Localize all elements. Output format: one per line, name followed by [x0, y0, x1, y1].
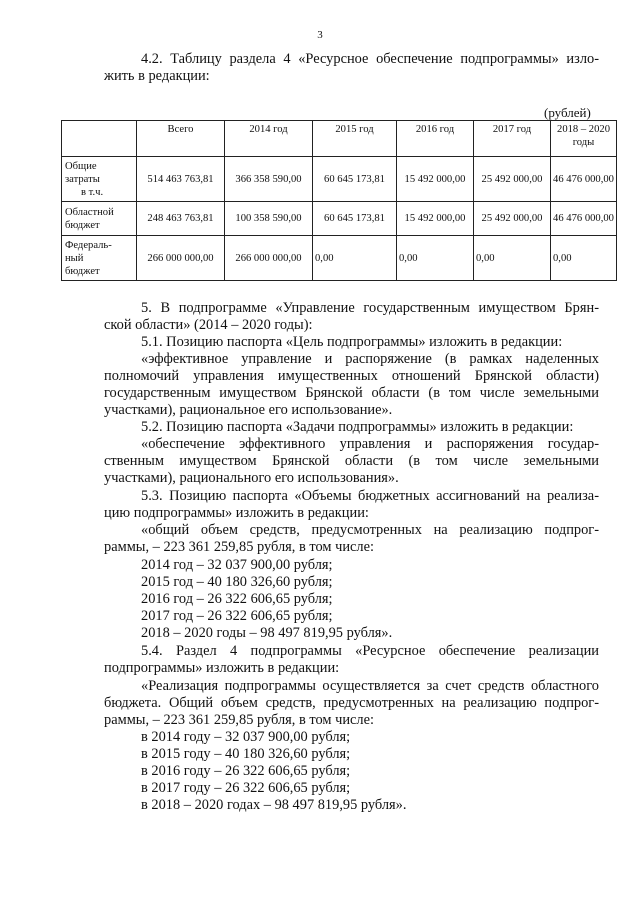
table-cell: 46 476 000,00 — [551, 202, 617, 236]
table-cell: 0,00 — [474, 236, 551, 281]
table-cell: 60 645 173,81 — [313, 157, 397, 202]
row-label-cell — [62, 157, 137, 202]
item-5-1-text-line: государственным имуществом Брянской области (в том числе земельными — [104, 385, 599, 401]
table-cell: 514 463 763,81 — [137, 157, 225, 202]
header-cell: 2016 год — [397, 121, 474, 157]
section-5-intro-line-1: 5. В подпрограмме «Управление государственным имуществом Брян- — [141, 300, 599, 316]
item-4-2-line-2: жить в редакции: — [104, 68, 210, 84]
table-cell: 266 000 000,00 — [225, 236, 313, 281]
section-5-intro-line-2: ской области» (2014 – 2020 годы): — [104, 317, 313, 333]
item-4-2-line-1: 4.2. Таблицу раздела 4 «Ресурсное обеспечение подпрограммы» изло- — [141, 51, 599, 67]
header-cell: 2018 – 2020 годы — [551, 121, 617, 157]
header-cell: 2017 год — [474, 121, 551, 157]
item-5-4-text-line: бюджета. Общий объем средств, предусмотренных на реализацию подпрог- — [104, 695, 599, 711]
item-5-4-year-line: в 2014 году – 32 037 900,00 рубля; — [141, 729, 351, 745]
header-cell: 2014 год — [225, 121, 313, 157]
item-5-3-text-line: «общий объем средств, предусмотренных на реализацию подпрог- — [141, 522, 599, 538]
item-5-3-year-line: 2014 год – 32 037 900,00 рубля; — [141, 557, 333, 573]
header-cell: 2015 год — [313, 121, 397, 157]
table-cell: 0,00 — [313, 236, 397, 281]
budget-table — [61, 120, 617, 281]
header-cell — [62, 121, 137, 157]
table-cell: 100 358 590,00 — [225, 202, 313, 236]
item-5-2-text-line: участками), рационального его использования». — [104, 470, 399, 486]
item-5-4-year-line: в 2016 году – 26 322 606,65 рубля; — [141, 763, 351, 779]
item-5-3-year-line: 2016 год – 26 322 606,65 рубля; — [141, 591, 333, 607]
row-label-line: бюджет — [65, 265, 100, 277]
row-label-line: Областной — [65, 206, 114, 218]
item-5-4-text-line: раммы, – 223 361 259,85 рубля, в том числе: — [104, 712, 374, 728]
item-5-4-year-line: в 2018 – 2020 годах – 98 497 819,95 рубля». — [141, 797, 407, 813]
table-cell: 25 492 000,00 — [474, 202, 551, 236]
table-cell: 25 492 000,00 — [474, 157, 551, 202]
item-5-3-year-line: 2018 – 2020 годы – 98 497 819,95 рубля». — [141, 625, 393, 641]
item-5-3-text-line: раммы, – 223 361 259,85 рубля, в том числе: — [104, 539, 374, 555]
item-5-3-year-line: 2015 год – 40 180 326,60 рубля; — [141, 574, 333, 590]
item-5-4-year-line: в 2017 году – 26 322 606,65 рубля; — [141, 780, 351, 796]
row-label-line: Федераль- — [65, 239, 112, 251]
item-5-1-text-line: «эффективное управление и распоряжение (в рамках наделенных — [141, 351, 599, 367]
item-5-2-text-line: «обеспечение эффективного управления и распоряжения государ- — [141, 436, 599, 452]
table-row — [62, 202, 617, 236]
table-unit-label: (рублей) — [544, 105, 591, 120]
table-row — [62, 236, 617, 281]
table-cell: 266 000 000,00 — [137, 236, 225, 281]
table-cell: 46 476 000,00 — [551, 157, 617, 202]
row-label-line: ный — [65, 252, 84, 264]
table-row — [62, 157, 617, 202]
table-cell: 15 492 000,00 — [397, 157, 474, 202]
table-cell: 366 358 590,00 — [225, 157, 313, 202]
row-label-line: в т.ч. — [81, 186, 104, 198]
page-number: 3 — [317, 29, 323, 41]
item-5-3-heading-line-1: 5.3. Позицию паспорта «Объемы бюджетных ассигнований на реализа- — [141, 488, 599, 504]
item-5-4-heading-line-2: подпрограммы» изложить в редакции: — [104, 660, 340, 676]
table-cell: 0,00 — [397, 236, 474, 281]
header-cell: Всего — [137, 121, 225, 157]
table-cell: 0,00 — [551, 236, 617, 281]
item-5-2-heading: 5.2. Позицию паспорта «Задачи подпрограммы» изложить в редакции: — [141, 419, 574, 435]
row-label-line: бюджет — [65, 219, 100, 231]
table-cell: 248 463 763,81 — [137, 202, 225, 236]
row-label-line: Общие — [65, 160, 97, 172]
table-cell: 15 492 000,00 — [397, 202, 474, 236]
item-5-4-year-line: в 2015 году – 40 180 326,60 рубля; — [141, 746, 351, 762]
item-5-3-year-line: 2017 год – 26 322 606,65 рубля; — [141, 608, 333, 624]
row-label-line: затраты — [65, 173, 100, 185]
item-5-2-text-line: ственным имуществом Брянской области (в том числе земельными — [104, 453, 599, 469]
row-label-cell — [62, 202, 137, 236]
item-5-3-heading-line-2: цию подпрограммы» изложить в редакции: — [104, 505, 369, 521]
item-5-1-heading: 5.1. Позицию паспорта «Цель подпрограммы» изложить в редакции: — [141, 334, 563, 350]
table-cell: 60 645 173,81 — [313, 202, 397, 236]
item-5-1-text-line: полномочий управления имущественных отношений Брянской области) — [104, 368, 599, 384]
item-5-1-text-line: участками), рациональное его использование». — [104, 402, 393, 418]
table-header-row — [62, 121, 617, 157]
item-5-4-heading-line-1: 5.4. Раздел 4 подпрограммы «Ресурсное обеспечение реализации — [141, 643, 599, 659]
item-5-4-text-line: «Реализация подпрограммы осуществляется за счет средств областного — [141, 678, 599, 694]
row-label-cell — [62, 236, 137, 281]
